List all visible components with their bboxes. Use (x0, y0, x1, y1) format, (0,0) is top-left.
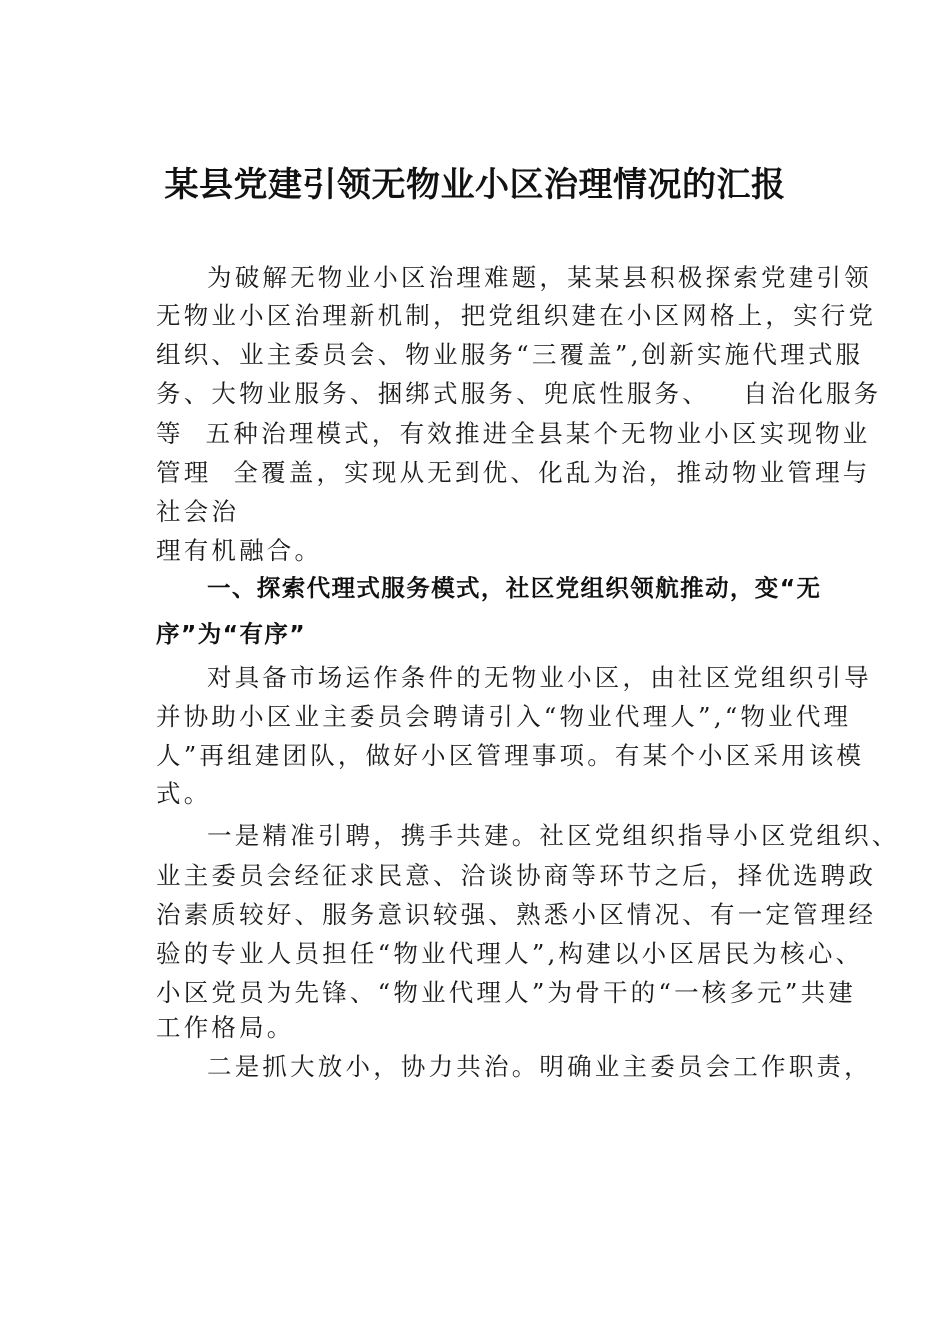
intro-line-6: 管理 全覆盖，实现从无到优、化乱为治，推动物业管理与 (156, 458, 871, 487)
intro-line-7: 社会治 (156, 497, 240, 526)
intro-line-8: 理有机融合。 (156, 536, 323, 565)
section-1-para-2-line-1: 一是精准引聘，携手共建。社区党组织指导小区党组织、 (207, 821, 900, 850)
section-1-heading-line-1: 一、探索代理式服务模式，社区党组织领航推动，变“无 (207, 574, 822, 602)
section-1-heading-line-2: 序”为“有序” (156, 620, 307, 648)
intro-line-2: 无物业小区治理新机制，把党组织建在小区网格上，实行党 (156, 301, 877, 330)
section-1-para-1-line-3: 人”再组建团队，做好小区管理事项。有某个小区采用该模 (156, 741, 865, 770)
section-1-para-1-line-2: 并协助小区业主委员会聘请引入“物业代理人”,“物业代理 (156, 702, 852, 731)
section-1-para-2-line-4: 验的专业人员担任“物业代理人”,构建以小区居民为核心、 (156, 939, 864, 968)
document-title: 某县党建引领无物业小区治理情况的汇报 (164, 165, 786, 205)
section-1-para-1-line-4: 式。 (156, 779, 212, 808)
section-1-para-2-line-2: 业主委员会经征求民意、洽谈协商等环节之后，择优选聘政 (156, 861, 877, 890)
section-1-para-2-line-6: 工作格局。 (156, 1013, 295, 1042)
intro-line-3: 组织、业主委员会、物业服务“三覆盖”,创新实施代理式服 (156, 340, 864, 369)
section-1-para-1-line-1: 对具备市场运作条件的无物业小区，由社区党组织引导 (207, 663, 872, 692)
intro-line-5: 等 五种治理模式，有效推进全县某个无物业小区实现物业 (156, 419, 871, 448)
intro-line-1: 为破解无物业小区治理难题，某某县积极探索党建引领 (207, 263, 872, 292)
section-1-para-2-line-3: 治素质较好、服务意识较强、熟悉小区情况、有一定管理经 (156, 900, 877, 929)
section-1-para-2-line-5: 小区党员为先锋、“物业代理人”为骨干的“一核多元”共建 (156, 978, 856, 1007)
intro-line-4: 务、大物业服务、捆绑式服务、兜底性服务、 自治化服务 (156, 379, 882, 408)
section-1-para-3-line-1: 二是抓大放小，协力共治。明确业主委员会工作职责， (207, 1052, 872, 1081)
